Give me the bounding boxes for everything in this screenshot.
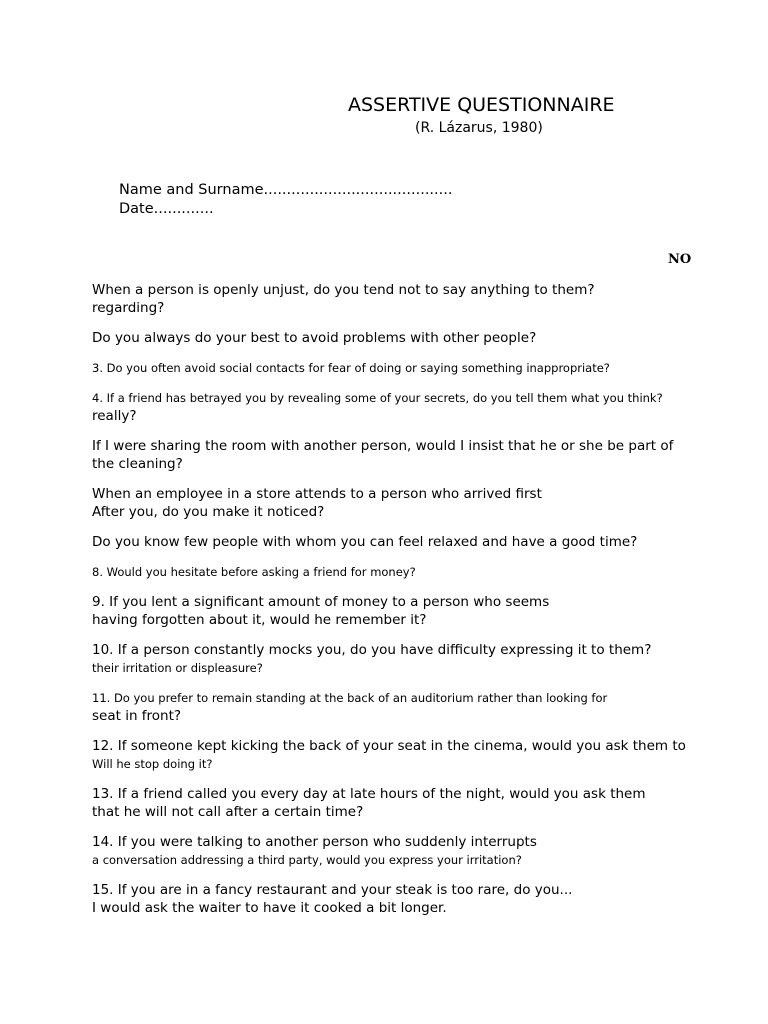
question-item xyxy=(92,689,732,725)
question-line: that he will not call after a certain time? xyxy=(92,804,364,820)
question-item xyxy=(92,881,732,917)
question-item xyxy=(92,641,732,677)
question-line: Do you know few people with whom you can feel relaxed and have a good time? xyxy=(92,534,638,550)
respondent-fields xyxy=(119,181,452,219)
question-line: 13. If a friend called you every day at late hours of the night, would you ask them xyxy=(92,786,646,802)
question-item xyxy=(92,593,732,629)
question-line: a conversation addressing a third party, would you express your irritation? xyxy=(92,853,522,867)
question-line: I would ask the waiter to have it cooked a bit longer. xyxy=(92,900,447,916)
question-line: When a person is openly unjust, do you tend not to say anything to them? xyxy=(92,282,595,298)
question-item xyxy=(92,437,732,473)
question-item xyxy=(92,485,732,521)
question-item xyxy=(92,359,732,377)
question-item xyxy=(92,281,732,317)
question-item xyxy=(92,389,732,425)
name-field: Name and Surname......................................... xyxy=(119,182,453,198)
question-line: If I were sharing the room with another person, would I insist that he or she be part of xyxy=(92,438,674,454)
question-line: having forgotten about it, would he remember it? xyxy=(92,612,427,628)
question-line: After you, do you make it noticed? xyxy=(92,504,325,520)
question-list xyxy=(92,281,732,917)
question-line: the cleaning? xyxy=(92,456,183,472)
page-subtitle: (R. Lázarus, 1980) xyxy=(415,120,543,136)
no-column-header: NO xyxy=(668,252,692,267)
question-line: Do you always do your best to avoid problems with other people? xyxy=(92,330,537,346)
question-line: 4. If a friend has betrayed you by revealing some of your secrets, do you tell them what you think? xyxy=(92,391,663,405)
question-item xyxy=(92,329,732,347)
question-line: regarding? xyxy=(92,300,165,316)
question-line: 8. Would you hesitate before asking a friend for money? xyxy=(92,565,416,579)
question-line: 11. Do you prefer to remain standing at the back of an auditorium rather than looking for xyxy=(92,691,608,705)
question-item xyxy=(92,737,732,773)
question-item xyxy=(92,533,732,551)
question-line: When an employee in a store attends to a person who arrived first xyxy=(92,486,542,502)
question-line: 14. If you were talking to another person who suddenly interrupts xyxy=(92,834,537,850)
question-line: Will he stop doing it? xyxy=(92,757,213,771)
question-item xyxy=(92,785,732,821)
question-item xyxy=(92,563,732,581)
question-item xyxy=(92,833,732,869)
date-field: Date............. xyxy=(119,201,214,217)
question-line: their irritation or displeasure? xyxy=(92,661,263,675)
question-line: 9. If you lent a significant amount of money to a person who seems xyxy=(92,594,550,610)
question-line: seat in front? xyxy=(92,708,182,724)
question-line: 15. If you are in a fancy restaurant and your steak is too rare, do you... xyxy=(92,882,573,898)
question-line: 12. If someone kept kicking the back of your seat in the cinema, would you ask them to xyxy=(92,738,686,754)
question-line: 10. If a person constantly mocks you, do you have difficulty expressing it to them? xyxy=(92,642,652,658)
question-line: really? xyxy=(92,408,137,424)
question-line: 3. Do you often avoid social contacts for fear of doing or saying something inappropriate? xyxy=(92,361,610,375)
page-title: ASSERTIVE QUESTIONNAIRE xyxy=(348,94,615,116)
